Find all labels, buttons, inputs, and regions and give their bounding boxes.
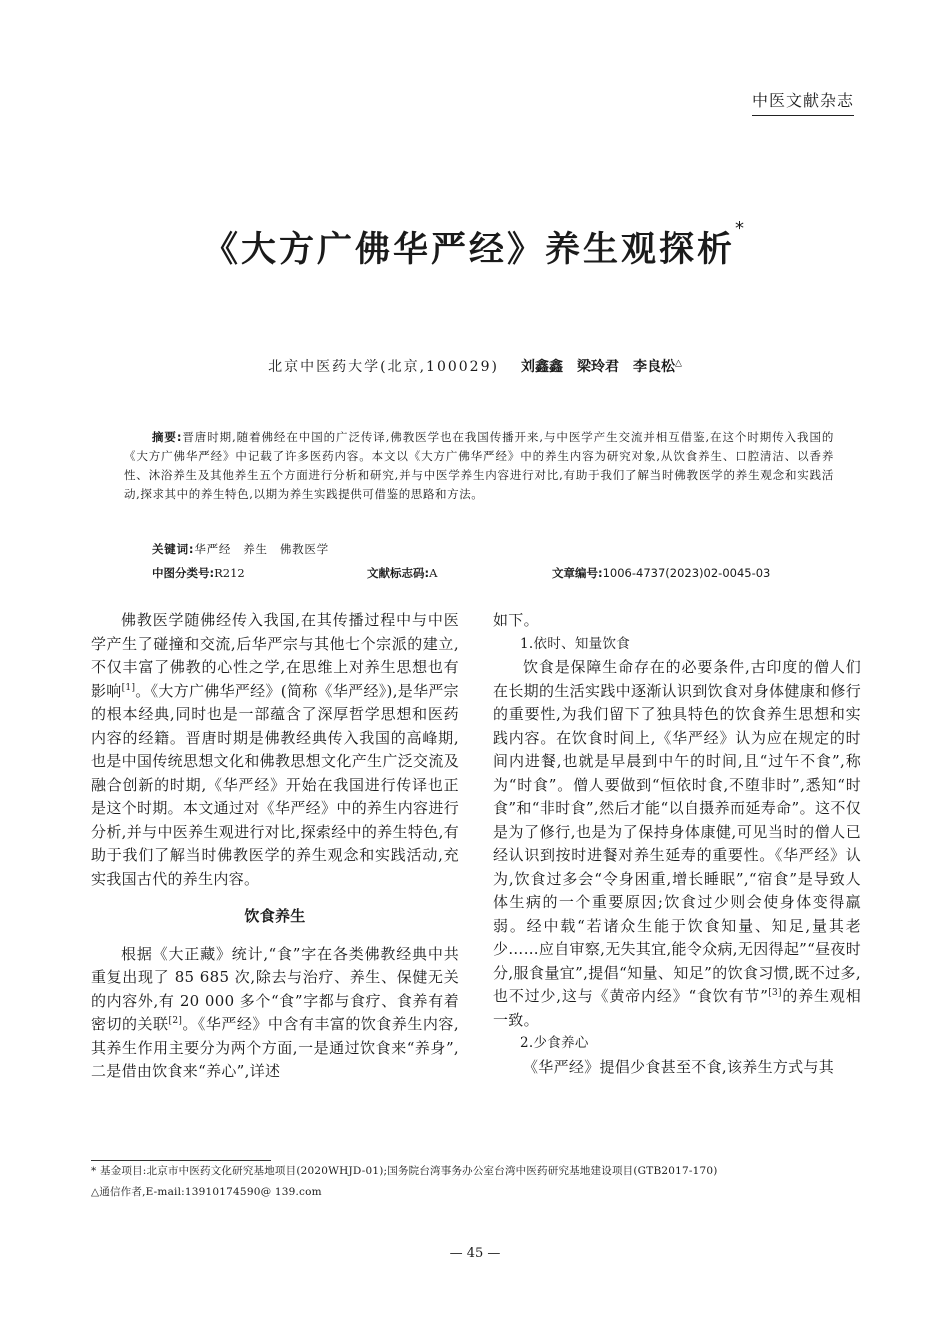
corresponding-author-mark: △ [674, 358, 682, 369]
keyword-item: 华严经 [194, 542, 232, 556]
paragraph [91, 943, 459, 1084]
abstract-text: 晋唐时期,随着佛经在中国的广泛传译,佛教医学也在我国传播开来,与中医学产生交流并相互借鉴,在这个时期传入我国的《大方广佛华严经》中记载了许多医药内容。本文以《大方广佛华严经》中的养生内容为研究对象,从饮食养生、口腔清洁、以香养性、沐浴养生及其他养生五个方面进行分析和研究,并与中医学养生内容进行对比,有助于我们了解当时佛教医学的养生观念和实践活动,探求其中的养生特色,以期为养生实践提供可借鉴的思路和方法。 [124, 430, 834, 501]
institution: 北京中医药大学(北京,100029) [268, 359, 499, 375]
classification-label: 中图分类号: [152, 566, 215, 580]
paragraph-text: 的养生观相一致。 [493, 987, 861, 1029]
paragraph-continued: 如下。 [493, 611, 539, 629]
reference-mark: [3] [768, 988, 782, 998]
subsection-heading: 1.依时、知量饮食 [520, 635, 631, 652]
paragraph: 《华严经》提倡少食甚至不食,该养生方式与其 [523, 1057, 835, 1076]
keywords [152, 541, 341, 557]
paragraph-text: 。《大方广佛华严经》(简称《华严经》),是华严宗的根本经典,同时也是一部蕴含了深厚哲学思想和医药内容的经籍。晋唐时期是佛教经典传入我国的高峰期,也是中国传统思想文化和佛教思想文化产生广泛交流及融合创新的时期,《华严经》开始在我国进行传译也正是这个时期。本文通过对《华严经》中的养生内容进行分析,并与中医养生观进行对比,探索经中的养生特色,有助于我们了解当时佛教医学的养生观念和实践活动,充实我国古代的养生内容。 [91, 681, 459, 888]
byline [0, 356, 950, 376]
article-number-label: 文章编号: [552, 566, 603, 580]
journal-name: 中医文献杂志 [752, 88, 854, 116]
paragraph-text: 佛教医学随佛经传入我国,在其传播过程中与中医学产生了碰撞和交流,后华严宗与其他七个宗派的建立,不仅丰富了佛教的心性之学,在思维上对养生思想也有影响 [91, 611, 459, 700]
page-number: — 45 — [449, 1246, 501, 1261]
keyword-item: 佛教医学 [279, 542, 330, 556]
reference-mark: [1] [121, 682, 136, 693]
footnote-divider [91, 1160, 271, 1161]
document-code-label: 文献标志码: [367, 566, 430, 580]
paragraph [91, 609, 459, 891]
keywords-label: 关键词: [152, 542, 195, 556]
body-right-column [493, 609, 861, 1079]
paragraph [493, 656, 861, 1032]
classification-number [152, 565, 245, 581]
abstract [124, 428, 834, 504]
article-number [552, 565, 770, 581]
article-title-text: 《大方广佛华严经》养生观探析 [202, 230, 735, 270]
document-code [367, 565, 437, 581]
paragraph-text: 饮食是保障生命存在的必要条件,古印度的僧人们在长期的生活实践中逐渐认识到饮食对身体健康和修行的重要性,为我们留下了独具特色的饮食养生思想和实践内容。在饮食时间上,《华严经》认为应在规定的时间内进餐,也就是早晨到中午的时间,且“过午不食”,称为“时食”。僧人要做到“恒依时食,不堕非时”,悉知“时食”和“非时食”,然后才能“以自摄养而延寿命”。这不仅是为了修行,也是为了保持身体康健,可见当时的僧人已经认识到按时进餐对养生延寿的重要性。《华严经》认为,饮食过多会“令身困重,增长睡眠”,“宿食”是导致人体生病的一个重要原因;饮食过少则会使身体变得羸弱。经中载“若诸众生能于饮食知量、知足,量其老少……应自审察,无失其宜,能令众病,无因得起”“昼夜时分,服食量宜”,提倡“知量、知足”的饮食习惯,既不过多,也不过少,这与《黄帝内经》“食饮有节” [493, 658, 861, 1005]
article-number-value: 1006-4737(2023)02-0045-03 [602, 566, 771, 580]
abstract-label: 摘要: [152, 430, 183, 444]
footnote-correspondence: △通信作者,E-mail:13910174590@ 139.com [91, 1186, 322, 1198]
document-code-value: A [429, 566, 438, 580]
footnote-funding: * 基金项目:北京市中医药文化研究基地项目(2020WHJD-01);国务院台湾事务办公室台湾中医药研究基地建设项目(GTB2017-170) [91, 1165, 718, 1177]
title-footnote-mark: * [735, 218, 747, 239]
keyword-item: 养生 [243, 542, 268, 556]
body-left-column [91, 609, 459, 1084]
subsection-heading: 2.少食养心 [520, 1035, 589, 1051]
paragraph-text: 。《华严经》中含有丰富的饮食养生内容,其养生作用主要分为两个方面,一是通过饮食来“养身”,二是借由饮食来“养心”,详述 [91, 1015, 459, 1080]
reference-mark: [2] [168, 1016, 183, 1026]
authors: 刘鑫鑫 梁玲君 李良松 [520, 359, 675, 375]
classification-value: R212 [214, 566, 245, 580]
article-title [0, 218, 950, 272]
section-heading: 饮食养生 [244, 907, 306, 925]
paragraph-text: 根据《大正藏》统计,“食”字在各类佛教经典中共重复出现了 85 685 次,除去与治疗、养生、保健无关的内容外,有 20 000 多个“食”字都与食疗、食养有着密切的关联 [91, 944, 459, 1033]
